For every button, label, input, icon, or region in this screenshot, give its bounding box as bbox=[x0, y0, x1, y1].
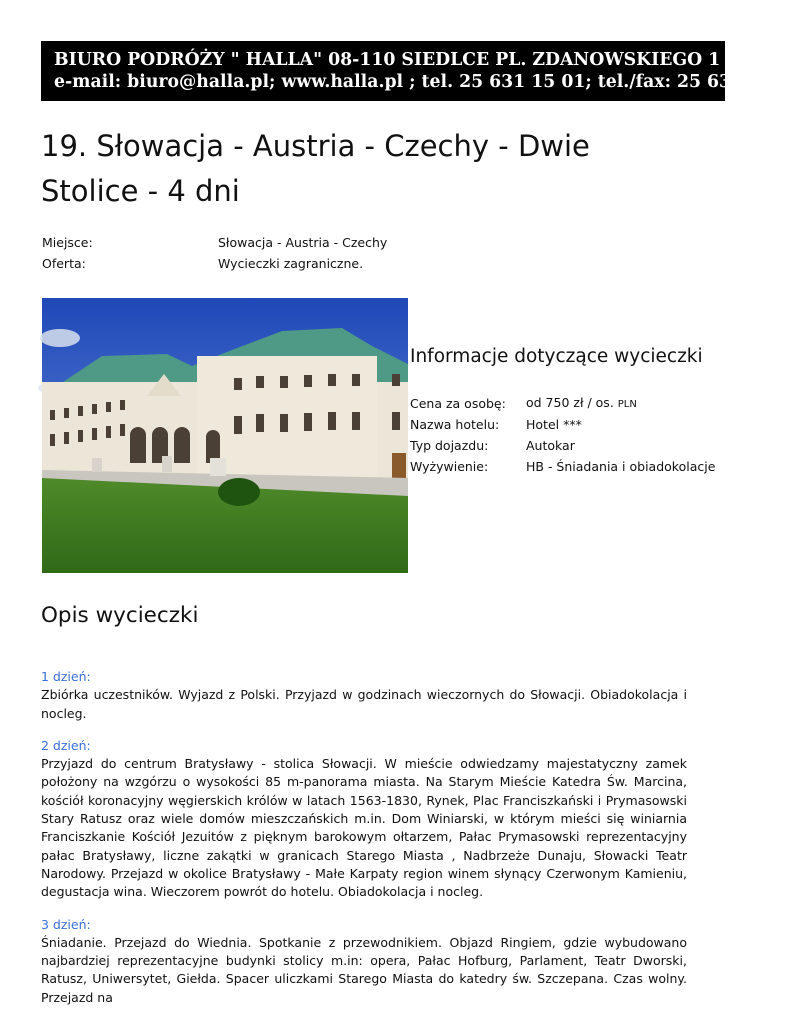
info-row-meals bbox=[410, 456, 715, 477]
trip-meta bbox=[42, 232, 387, 274]
info-value: Hotel *** bbox=[526, 417, 582, 432]
day-text: Śniadanie. Przejazd do Wiednia. Spotkanie z przewodnikiem. Objazd Ringiem, gdzie wybudowano najbardziej reprezentacyjne budynki stolicy m.in: opera, Pałac Hofburg, Parlament, Teatr Dworski, Ratusz, Uniwersytet, Giełda. Spacer uliczkami Starego Miasta do katedry św. Szczepana. Czas wolny. Przejazd na bbox=[41, 934, 687, 1005]
itinerary bbox=[41, 668, 687, 1021]
price-unit: PLN bbox=[617, 399, 637, 410]
info-label: Nazwa hotelu: bbox=[410, 417, 500, 432]
itinerary-day bbox=[41, 668, 687, 723]
page-title: 19. Słowacja - Austria - Czechy - Dwie Stolice - 4 dni bbox=[41, 129, 590, 208]
info-label: Wyżywienie: bbox=[410, 459, 489, 474]
description-heading: Opis wycieczki bbox=[41, 603, 199, 628]
meta-value: Słowacja - Austria - Czechy bbox=[218, 235, 388, 250]
info-value bbox=[526, 393, 715, 414]
agency-banner bbox=[41, 41, 803, 101]
day-label: 2 dzień: bbox=[41, 737, 91, 753]
day-label: 1 dzień: bbox=[41, 669, 91, 684]
info-row-hotel bbox=[410, 414, 715, 435]
itinerary-day bbox=[41, 916, 687, 1007]
info-label: Typ dojazdu: bbox=[410, 438, 489, 453]
info-value: Autokar bbox=[526, 438, 575, 453]
day-text: Zbiórka uczestników. Wyjazd z Polski. Przyjazd w godzinach wieczornych do Słowacji. Obiadokolacja i nocleg. bbox=[41, 687, 687, 721]
meta-row-place bbox=[42, 232, 387, 253]
price-value: od 750 zł / os. bbox=[526, 395, 614, 410]
day-label: 3 dzień: bbox=[41, 916, 91, 932]
day-text: Przyjazd do centrum Bratysławy - stolica Słowacji. W mieście odwiedzamy majestatyczny zamek położony na wzgórzu o wysokości 85 m-panorama miasta. Na Starym Mieście Katedra Św. Marcina, kościół koronacyjny węgierskich królów w latach 1563-1830, Rynek, Plac Franciszkański i Prymasowski Stary Ratusz oraz wiele domów mieszczańskich m.in. Dom Winiarski, w którym mieści się winiarnia Franciszkanie Kościół Jezuitów z pięknym barokowym ołtarzem, Pałac Prymasowski reprezentacyjny pałac Bratysławy, liczne zakątki w granicach Starego Miasta , Nadbrzeże Dunaju, Słowacki Teatr Narodowy. Przejazd w okolice Bratysławy - Małe Karpaty region winem słynący Czerwonym Kamieniu, degustacja wina. Wieczorem powrót do hotelu. Obiadokolacja i nocleg. bbox=[41, 756, 687, 900]
meta-label: Oferta: bbox=[42, 256, 86, 271]
info-row-transport bbox=[410, 435, 715, 456]
info-table bbox=[410, 393, 715, 477]
trip-photo-belvedere-palace bbox=[42, 298, 408, 573]
meta-label: Miejsce: bbox=[42, 235, 93, 250]
banner-line-address: BIURO PODRÓŻY " HALLA" 08-110 SIEDLCE PL. ZDANOWSKIEGO 1 bbox=[54, 50, 721, 70]
info-heading: Informacje dotyczące wycieczki bbox=[410, 346, 703, 367]
itinerary-day bbox=[41, 737, 687, 902]
info-value: HB - Śniadania i obiadokolacje bbox=[526, 459, 716, 474]
meta-value: Wycieczki zagraniczne. bbox=[218, 256, 364, 271]
info-label: Cena za osobę: bbox=[410, 396, 506, 411]
trip-info-panel bbox=[410, 342, 725, 477]
info-row-price bbox=[410, 393, 715, 414]
banner-line-contact: e-mail: biuro@halla.pl; www.halla.pl ; tel. 25 631 15 01; tel./fax: 25 633 02 44 bbox=[54, 72, 803, 92]
meta-row-offer bbox=[42, 253, 387, 274]
